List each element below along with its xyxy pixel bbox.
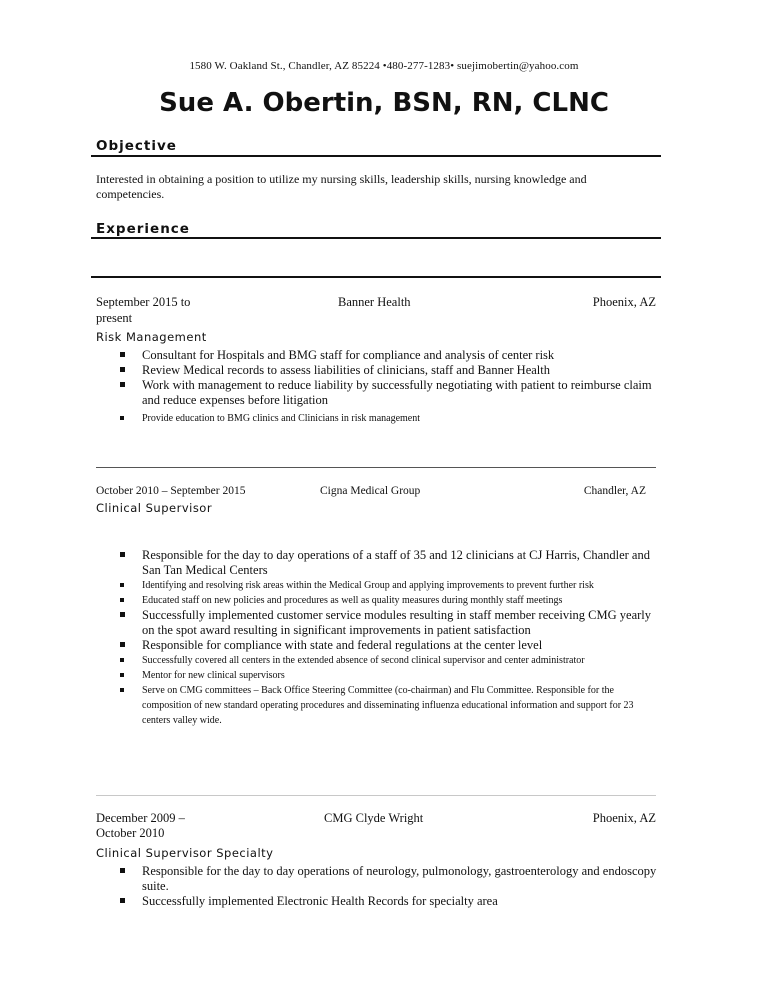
bullet-icon xyxy=(120,898,125,903)
bullet-icon xyxy=(120,673,124,677)
bullet-icon xyxy=(120,552,125,557)
objective-heading: Objective xyxy=(96,138,177,154)
list-item: Mentor for new clinical supervisors xyxy=(118,668,658,683)
list-item: Consultant for Hospitals and BMG staff for compliance and analysis of center risk xyxy=(118,348,658,363)
job-header xyxy=(96,295,656,311)
candidate-name: Sue A. Obertin, BSN, RN, CLNC xyxy=(159,88,609,118)
job-dates: December 2009 – xyxy=(96,811,185,825)
bullet-icon xyxy=(120,367,125,372)
job-bullets xyxy=(118,548,658,728)
job-header xyxy=(96,811,656,827)
bullet-icon xyxy=(120,688,124,692)
section-divider xyxy=(96,457,656,468)
job-company: CMG Clyde Wright xyxy=(324,811,424,825)
bullet-icon xyxy=(120,416,124,420)
list-item: Educated staff on new policies and procedures as well as quality measures during monthly staff meetings xyxy=(118,593,658,608)
bullet-icon xyxy=(120,598,124,602)
job-bullets xyxy=(118,348,658,426)
job-company: Cigna Medical Group xyxy=(320,485,421,497)
list-item: Work with management to reduce liability by successfully negotiating with patient to reimburse claim and reduce expenses before litigation xyxy=(118,378,658,408)
experience-heading: Experience xyxy=(96,221,190,237)
section-divider xyxy=(96,795,656,796)
bullet-icon xyxy=(120,642,125,647)
experience-rule xyxy=(91,237,661,239)
job-dates: October 2010 – September 2015 xyxy=(96,485,246,497)
bullet-icon xyxy=(120,382,125,387)
job-company: Banner Health xyxy=(338,295,411,309)
job-location: Chandler, AZ xyxy=(583,485,646,497)
list-item: Identifying and resolving risk areas within the Medical Group and applying improvements to prevent further risk xyxy=(118,578,658,593)
job-dates: September 2015 to xyxy=(96,295,191,309)
bullet-icon xyxy=(120,868,125,873)
list-item: Provide education to BMG clinics and Clinicians in risk management xyxy=(118,411,658,426)
list-item: Successfully implemented Electronic Health Records for specialty area xyxy=(118,894,658,909)
job-bullets xyxy=(118,864,658,909)
job-role: Clinical Supervisor Specialty xyxy=(96,846,274,860)
list-item: Successfully implemented customer service modules resulting in staff member receiving CMG yearly on the spot award resulting in significant improvements in patient satisfaction xyxy=(118,608,658,638)
bullet-icon xyxy=(120,352,125,357)
objective-text: Interested in obtaining a position to utilize my nursing skills, leadership skills, nursing knowledge and competencies. xyxy=(96,172,587,201)
list-item: Review Medical records to assess liabilities of clinicians, staff and Banner Health xyxy=(118,363,658,378)
job-dates-continued: October 2010 xyxy=(96,826,165,840)
contact-line: 1580 W. Oakland St., Chandler, AZ 85224 •480-277-1283• suejimobertin@yahoo.com xyxy=(189,60,579,72)
job-location: Phoenix, AZ xyxy=(592,811,656,825)
job-location: Phoenix, AZ xyxy=(592,295,656,309)
bullet-icon xyxy=(120,583,124,587)
list-item: Serve on CMG committees – Back Office Steering Committee (co-chairman) and Flu Committee. Responsible for the composition of new standard operating procedures and disseminating influenza educational information and support for 23 centers valley wide. xyxy=(118,683,658,728)
objective-rule xyxy=(91,155,661,157)
list-item: Responsible for the day to day operations of neurology, pulmonology, gastroenterology and endoscopy suite. xyxy=(118,864,658,894)
experience-rule-2 xyxy=(91,276,661,278)
list-item: Responsible for compliance with state and federal regulations at the center level xyxy=(118,638,658,653)
bullet-icon xyxy=(120,658,124,662)
job-header xyxy=(96,485,656,501)
list-item: Responsible for the day to day operations of a staff of 35 and 12 clinicians at CJ Harris, Chandler and San Tan Medical Centers xyxy=(118,548,658,578)
job-role: Risk Management xyxy=(96,330,207,344)
job-role: Clinical Supervisor xyxy=(96,501,213,515)
job-dates-continued: present xyxy=(96,311,133,325)
bullet-icon xyxy=(120,612,125,617)
list-item: Successfully covered all centers in the extended absence of second clinical supervisor and center administrator xyxy=(118,653,658,668)
